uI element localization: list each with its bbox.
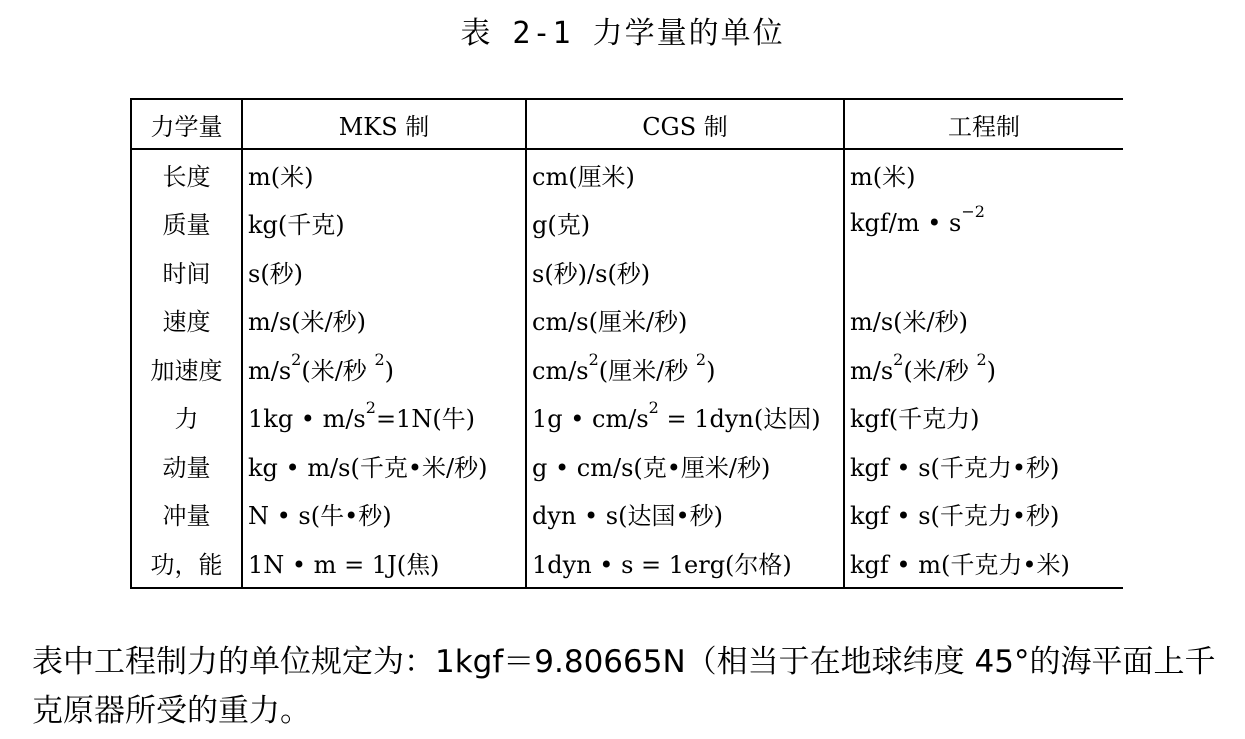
quantity-cell: 冲量 bbox=[131, 490, 242, 539]
quantity-cell: 质量 bbox=[131, 199, 242, 248]
cgs-cell bbox=[526, 296, 844, 345]
cgs-cell bbox=[526, 247, 844, 296]
unit-text: 1dyn • s = 1erg(尔格) bbox=[532, 550, 792, 579]
unit-text: kgf • m(千克力•米) bbox=[850, 550, 1070, 579]
cgs-cell bbox=[526, 490, 844, 539]
cgs-cell bbox=[526, 538, 844, 588]
unit-text: 1g • cm/s bbox=[532, 405, 649, 434]
quantity-cell: 功，能 bbox=[131, 538, 242, 588]
table-row bbox=[131, 247, 1123, 296]
cgs-cell bbox=[526, 344, 844, 393]
unit-text: kg(千克) bbox=[248, 211, 345, 240]
unit-text: m(米) bbox=[248, 162, 314, 191]
unit-text: (米/秒 bbox=[903, 356, 977, 385]
unit-exponent: 2 bbox=[365, 398, 376, 418]
cgs-cell bbox=[526, 441, 844, 490]
mks-cell bbox=[242, 393, 526, 442]
table-title: 表 2-1 力学量的单位 bbox=[460, 16, 785, 51]
table-row bbox=[131, 538, 1123, 588]
unit-text: m/s bbox=[248, 356, 292, 385]
table-row bbox=[131, 296, 1123, 345]
quantity-cell: 加速度 bbox=[131, 344, 242, 393]
units-table bbox=[130, 98, 1123, 589]
unit-text: g • cm/s(克•厘米/秒) bbox=[532, 453, 771, 482]
table-row bbox=[131, 490, 1123, 539]
engineering-cell bbox=[844, 490, 1123, 539]
unit-exponent: 2 bbox=[648, 398, 659, 418]
engineering-cell bbox=[844, 149, 1123, 199]
engineering-cell bbox=[844, 247, 1123, 296]
unit-text: g(克) bbox=[532, 211, 591, 240]
unit-exponent: 2 bbox=[893, 349, 904, 369]
cgs-cell bbox=[526, 393, 844, 442]
table-row bbox=[131, 199, 1123, 248]
unit-text: kgf(千克力) bbox=[850, 405, 980, 434]
unit-text: m/s(米/秒) bbox=[850, 308, 968, 337]
quantity-cell: 长度 bbox=[131, 149, 242, 199]
unit-text: cm(厘米) bbox=[532, 162, 635, 191]
unit-text: kg • m/s(千克•米/秒) bbox=[248, 453, 488, 482]
mks-cell bbox=[242, 247, 526, 296]
mks-cell bbox=[242, 538, 526, 588]
mks-cell bbox=[242, 490, 526, 539]
unit-text: = 1dyn(达因) bbox=[658, 405, 821, 434]
unit-text: s(秒)/s(秒) bbox=[532, 259, 651, 288]
unit-text: 1N • m = 1J(焦) bbox=[248, 550, 440, 579]
engineering-cell bbox=[844, 199, 1123, 248]
table-row bbox=[131, 149, 1123, 199]
mks-cell bbox=[242, 296, 526, 345]
quantity-cell: 动量 bbox=[131, 441, 242, 490]
unit-text: ) bbox=[706, 356, 716, 385]
engineering-cell bbox=[844, 441, 1123, 490]
engineering-cell bbox=[844, 344, 1123, 393]
table-row bbox=[131, 441, 1123, 490]
mks-cell bbox=[242, 441, 526, 490]
header-mks: MKS 制 bbox=[242, 99, 526, 149]
unit-text: (米/秒 bbox=[301, 356, 375, 385]
unit-text: cm/s(厘米/秒) bbox=[532, 308, 688, 337]
quantity-cell: 力 bbox=[131, 393, 242, 442]
cgs-cell bbox=[526, 149, 844, 199]
header-row bbox=[131, 99, 1123, 149]
unit-exponent: −2 bbox=[961, 201, 985, 221]
unit-text: ) bbox=[986, 356, 996, 385]
unit-text: N • s(牛•秒) bbox=[248, 502, 392, 531]
unit-text: cm/s bbox=[532, 356, 589, 385]
footnote: 表中工程制力的单位规定为：1kgf＝9.80665N（相当于在地球纬度 45°的海平面上千克原器所受的重力。 bbox=[32, 644, 1216, 729]
engineering-cell bbox=[844, 393, 1123, 442]
cgs-cell bbox=[526, 199, 844, 248]
unit-text: 1kg • m/s bbox=[248, 405, 366, 434]
quantity-cell: 时间 bbox=[131, 247, 242, 296]
header-engineering: 工程制 bbox=[844, 99, 1123, 149]
unit-text: kgf • s(千克力•秒) bbox=[850, 453, 1060, 482]
table-row bbox=[131, 344, 1123, 393]
quantity-cell: 速度 bbox=[131, 296, 242, 345]
unit-text: =1N(牛) bbox=[375, 405, 476, 434]
table-row bbox=[131, 393, 1123, 442]
unit-text: s(秒) bbox=[248, 259, 304, 288]
unit-exponent: 2 bbox=[695, 349, 707, 369]
header-quantity: 力学量 bbox=[131, 99, 242, 149]
unit-exponent: 2 bbox=[588, 349, 599, 369]
unit-text: dyn • s(达国•秒) bbox=[532, 502, 723, 531]
engineering-cell bbox=[844, 538, 1123, 588]
unit-exponent: 2 bbox=[291, 349, 302, 369]
engineering-cell bbox=[844, 296, 1123, 345]
mks-cell bbox=[242, 344, 526, 393]
unit-text: kgf/m • s bbox=[850, 208, 962, 237]
mks-cell bbox=[242, 199, 526, 248]
unit-text: kgf • s(千克力•秒) bbox=[850, 502, 1060, 531]
unit-text: ) bbox=[384, 356, 394, 385]
unit-text: (厘米/秒 bbox=[598, 356, 696, 385]
unit-exponent: 2 bbox=[976, 349, 987, 369]
mks-cell bbox=[242, 149, 526, 199]
unit-text: m/s bbox=[850, 356, 894, 385]
unit-exponent: 2 bbox=[374, 349, 385, 369]
unit-text: m(米) bbox=[850, 162, 916, 191]
header-cgs: CGS 制 bbox=[526, 99, 844, 149]
unit-text: m/s(米/秒) bbox=[248, 308, 366, 337]
